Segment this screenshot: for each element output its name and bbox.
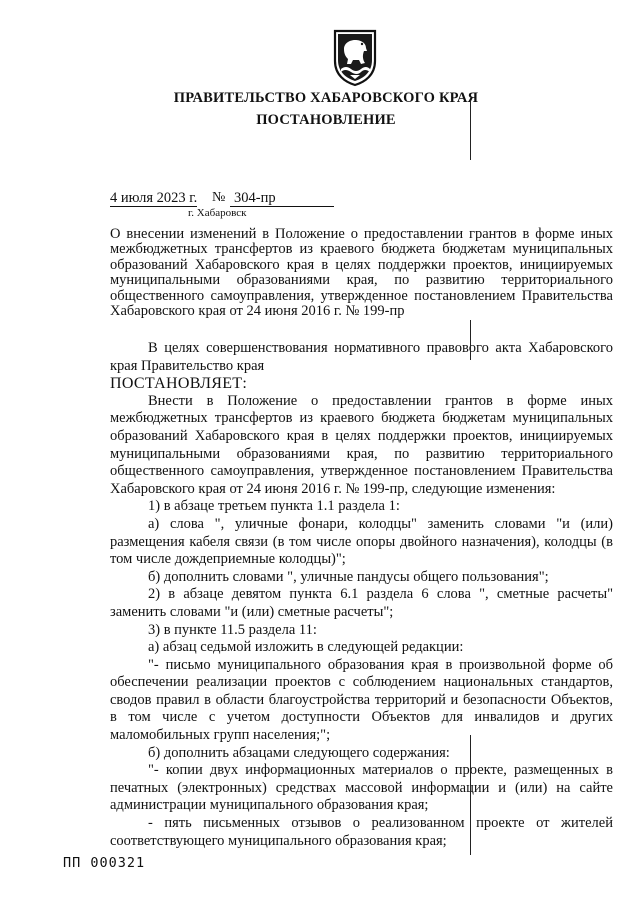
document-footer-code: ПП 000321: [63, 855, 146, 871]
document-number: 304-пр: [234, 190, 276, 206]
body-paragraph: 1) в абзаце третьем пункта 1.1 раздела 1:: [148, 498, 400, 515]
body-paragraph: б) дополнить абзацами следующего содержания:: [148, 744, 450, 761]
body-paragraph: - пять письменных отзывов о реализованном проекте от жителей соответствующего муниципального образования края;: [110, 815, 613, 849]
body-paragraph: "- копии двух информационных материалов о проекте, размещенных в печатных (электронных) средствах массовой информации и (или) на сайте администрации муниципального образования края;: [110, 762, 613, 814]
body-paragraph: а) слова ", уличные фонари, колодцы" заменить словами "и (или) размещения кабеля связи (в том числе опоры двойного назначения), колодцы (в том числе дождеприемные колодцы)";: [110, 515, 613, 568]
document-date: 4 июля 2023 г.: [110, 190, 198, 206]
scan-line-artifact: [470, 735, 471, 855]
body-paragraph: Внести в Положение о предоставлении грантов в форме иных межбюджетных трансфертов из краевого бюджета бюджетам муниципальных образований Хабаровского края в целях поддержки проектов, инициируемых муниципальными образованиями края, по развитию территориального общественного самоуправления, утвержденное постановлением Правительства Хабаровского края от 24 июня 2016 г. № 199-пр, следующие изменения:: [110, 392, 613, 497]
document-body: [110, 340, 613, 850]
body-paragraph: В целях совершенствования нормативного правового акта Хабаровского края Правительство края: [110, 340, 613, 374]
body-paragraph: 2) в абзаце девятом пункта 6.1 раздела 6 слова ", сметные расчеты" заменить словами "и (или) сметные расчеты";: [110, 586, 613, 620]
body-paragraph: а) абзац седьмой изложить в следующей редакции:: [148, 639, 464, 656]
body-paragraph: 3) в пункте 11.5 раздела 11:: [148, 621, 317, 638]
body-paragraph: "- письмо муниципального образования края в произвольной форме об обеспечении реализации проектов с соблюдением национальных стандартов, сводов правил в области благоустройства территорий и безопасности Объектов, в том числе с учетом доступности Объектов для инвалидов и других маломобильных групп населения;";: [110, 656, 613, 744]
number-label: №: [212, 190, 226, 205]
document-city: г. Хабаровск: [188, 207, 247, 219]
document-type-title: ПОСТАНОВЛЕНИЕ: [256, 112, 396, 128]
scan-line-artifact: [470, 320, 471, 360]
document-subject: О внесении изменений в Положение о предоставлении грантов в форме иных межбюджетных трансфертов из краевого бюджета бюджетам муниципальных образований Хабаровского края в целях поддержки проектов, инициируемых муниципальными образованиями края, по развитию территориального общественного самоуправления, утвержденное постановлением Правительства Хабаровского края от 24 июня 2016 г. № 199-пр: [110, 226, 613, 320]
organization-title: ПРАВИТЕЛЬСТВО ХАБАРОВСКОГО КРАЯ: [173, 90, 479, 106]
date-underline: [110, 206, 197, 207]
body-paragraph: б) дополнить словами ", уличные пандусы общего пользования";: [148, 568, 549, 585]
resolution-keyword: ПОСТАНОВЛЯЕТ:: [110, 375, 248, 393]
scan-line-artifact: [470, 100, 471, 160]
coat-of-arms-icon: [332, 29, 378, 87]
